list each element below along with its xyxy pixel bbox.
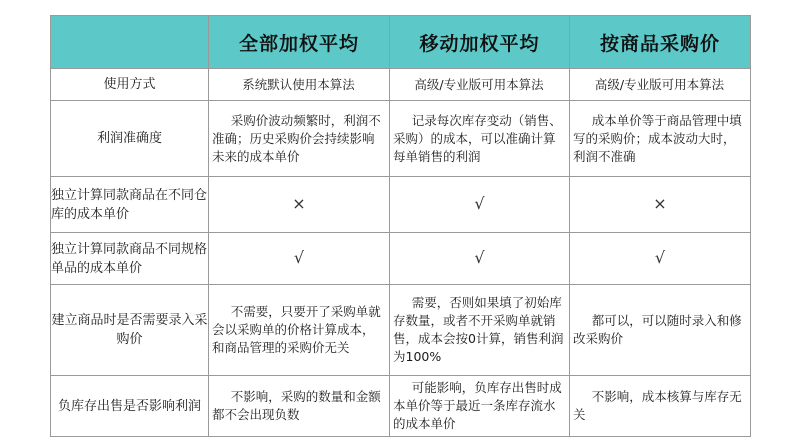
table-cell: 不影响，采购的数量和金额都不会出现负数 [209,376,390,437]
table-cell: 系统默认使用本算法 [209,69,390,101]
table-cell: 可能影响，负库存出售时成本单价等于最近一条库存流水的成本单价 [390,376,570,437]
header-moving-weighted-average: 移动加权平均 [390,16,570,69]
check-mark-icon: √ [474,248,485,267]
row-label: 独立计算同款商品在不同仓库的成本单价 [51,177,209,233]
table-cell [390,233,570,285]
table-cell: 高级/专业版可用本算法 [390,69,570,101]
header-by-purchase-price: 按商品采购价 [570,16,751,69]
table-cell: 采购价波动频繁时，利润不准确；历史采购价会持续影响未来的成本单价 [209,101,390,177]
table-row [51,233,751,285]
check-mark-icon: √ [654,248,666,267]
cross-mark-icon: × [292,194,306,213]
cross-mark-icon: × [653,194,667,213]
row-label: 使用方式 [51,69,209,101]
table-cell: 成本单价等于商品管理中填写的采购价；成本波动大时，利润不准确 [570,101,751,177]
table-cell [209,233,390,285]
table-cell: 需要，否则如果填了初始库存数量，或者不开采购单就销售，成本会按0计算，销售利润为100% [390,285,570,376]
table-cell [570,177,751,233]
table-row [51,285,751,376]
table-cell [390,177,570,233]
comparison-table [50,15,751,437]
header-row [51,16,751,69]
table-row [51,376,751,437]
table-cell: 不影响，成本核算与库存无关 [570,376,751,437]
check-mark-icon: √ [293,248,305,267]
table-row [51,69,751,101]
row-label: 负库存出售是否影响利润 [51,376,209,437]
table-cell [570,233,751,285]
table-cell: 高级/专业版可用本算法 [570,69,751,101]
header-full-weighted-average: 全部加权平均 [209,16,390,69]
row-label: 建立商品时是否需要录入采购价 [51,285,209,376]
check-mark-icon: √ [474,194,485,213]
header-corner [51,16,209,69]
row-label: 独立计算同款商品不同规格单品的成本单价 [51,233,209,285]
table-row [51,101,751,177]
row-label: 利润准确度 [51,101,209,177]
table-cell [209,177,390,233]
table-cell: 记录每次库存变动（销售、采购）的成本，可以准确计算每单销售的利润 [390,101,570,177]
table-cell: 不需要，只要开了采购单就会以采购单的价格计算成本，和商品管理的采购价无关 [209,285,390,376]
table-row [51,177,751,233]
table-cell: 都可以，可以随时录入和修改采购价 [570,285,751,376]
